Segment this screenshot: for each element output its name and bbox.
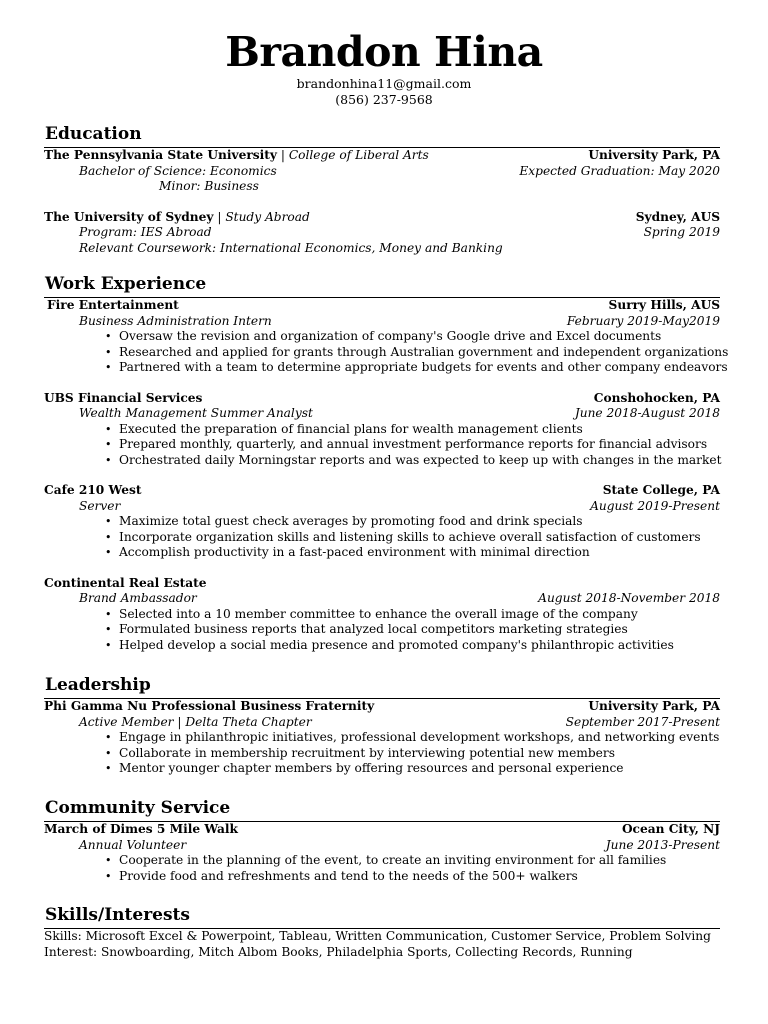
organization-location: University Park, PA [588,699,720,713]
community-service-heading: Community Service [44,797,720,822]
organization-name: Phi Gamma Nu Professional Business Fraternity [44,699,375,713]
bullet-list [44,730,720,777]
work-entry [44,576,720,654]
work-experience-section [44,273,729,653]
bullet-list [44,607,720,654]
school-location: Sydney, AUS [635,209,720,224]
bullet-item: • Prepared monthly, quarterly, and annual investment performance reports for financial advisors [44,437,720,453]
separator: | [213,209,226,224]
bullet-item: • Collaborate in membership recruitment by interviewing potential new members [44,746,720,762]
job-dates: February 2019-May2019 [566,313,720,328]
bullet-list [44,514,720,561]
bullet-item: • Partnered with a team to determine appropriate budgets for events and other company endeavors [44,360,720,376]
bullet-item: • Selected into a 10 member committee to enhance the overall image of the company [44,607,720,623]
education-heading: Education [44,123,720,148]
candidate-name: Brandon Hina [225,28,543,76]
work-experience-heading: Work Experience [44,273,720,298]
bullet-item: • Researched and applied for grants through Australian government and independent organizations [44,345,720,361]
job-dates: August 2018-November 2018 [538,591,720,605]
skills-line: Skills: Microsoft Excel & Powerpoint, Tableau, Written Communication, Customer Service, Problem Solving [44,929,711,943]
leadership-heading: Leadership [44,674,720,699]
skills-section [44,904,720,960]
employer-name: UBS Financial Services [44,390,203,405]
coursework-text: Relevant Coursework: International Economics, Money and Banking [79,240,503,255]
term-date: Spring 2019 [643,225,720,239]
job-title: Business Administration Intern [79,313,272,328]
employer-location: State College, PA [602,483,720,497]
leadership-dates: September 2017-Present [565,714,720,729]
event-name: March of Dimes 5 Mile Walk [44,822,238,836]
leadership-section [44,674,720,777]
volunteer-dates: June 2013-Present [605,837,720,852]
program-text: Program: IES Abroad [79,225,212,239]
education-entry-sydney [44,210,720,257]
bullet-item: • Incorporate organization skills and listening skills to achieve overall satisfaction of customers [44,530,720,546]
leadership-entry [44,699,720,777]
bullet-item: • Formulated business reports that analyzed local competitors marketing strategies [44,622,720,638]
employer-location: Surry Hills, AUS [608,298,720,312]
education-entry-psu [44,148,720,195]
bullet-item: • Maximize total guest check averages by promoting food and drink specials [44,514,720,530]
job-dates: August 2019-Present [590,498,720,513]
degree-text: Bachelor of Science: Economics [79,163,277,178]
bullet-item: • Helped develop a social media presence and promoted company's philanthropic activities [44,638,720,654]
bullet-item: • Provide food and refreshments and tend to the needs of the 500+ walkers [44,869,720,885]
education-section [44,123,720,256]
bullet-item: • Cooperate in the planning of the event, to create an inviting environment for all families [44,853,720,869]
school-name: The Pennsylvania State University [44,148,277,162]
school-program-type: Study Abroad [225,209,310,224]
skills-heading: Skills/Interests [44,904,720,929]
employer-name: Fire Entertainment [47,298,179,312]
bullet-item: • Orchestrated daily Morningstar reports and was expected to keep up with changes in the market [44,453,720,469]
bullet-list [44,853,720,884]
school-college: College of Liberal Arts [288,148,429,162]
school-location: University Park, PA [588,148,720,162]
leadership-role: Active Member | Delta Theta Chapter [79,714,312,729]
employer-name: Cafe 210 West [44,483,142,497]
bullet-item: • Oversaw the revision and organization of company's Google drive and Excel documents [44,329,720,345]
bullet-list [44,422,720,469]
graduation-date: Expected Graduation: May 2020 [519,163,720,178]
minor-text: Minor: Business [159,179,259,193]
employer-location: Conshohocken, PA [593,390,720,405]
separator: | [276,148,289,162]
bullet-item: • Executed the preparation of financial plans for wealth management clients [44,422,720,438]
bullet-item: • Engage in philanthropic initiatives, professional development workshops, and networking events [44,730,720,746]
job-title: Server [79,498,121,513]
interests-line: Interest: Snowboarding, Mitch Albom Books, Philadelphia Sports, Collecting Records, Running [44,944,633,959]
community-entry [44,822,720,884]
work-entry [44,298,729,376]
event-location: Ocean City, NJ [621,822,720,836]
job-title: Wealth Management Summer Analyst [79,406,313,420]
email-text: brandonhina11@gmail.com [296,76,472,91]
school-name: The University of Sydney [44,209,214,224]
job-dates: June 2018-August 2018 [574,406,720,420]
work-entry [44,391,720,469]
work-entry [44,483,720,561]
bullet-item: • Mentor younger chapter members by offering resources and personal experience [44,761,720,777]
employer-name: Continental Real Estate [44,575,207,590]
job-title: Brand Ambassador [79,591,197,605]
volunteer-role: Annual Volunteer [79,837,187,852]
bullet-item: • Accomplish productivity in a fast-paced environment with minimal direction [44,545,720,561]
phone-text: (856) 237-9568 [335,92,433,107]
bullet-list [44,329,729,376]
community-service-section [44,797,720,884]
